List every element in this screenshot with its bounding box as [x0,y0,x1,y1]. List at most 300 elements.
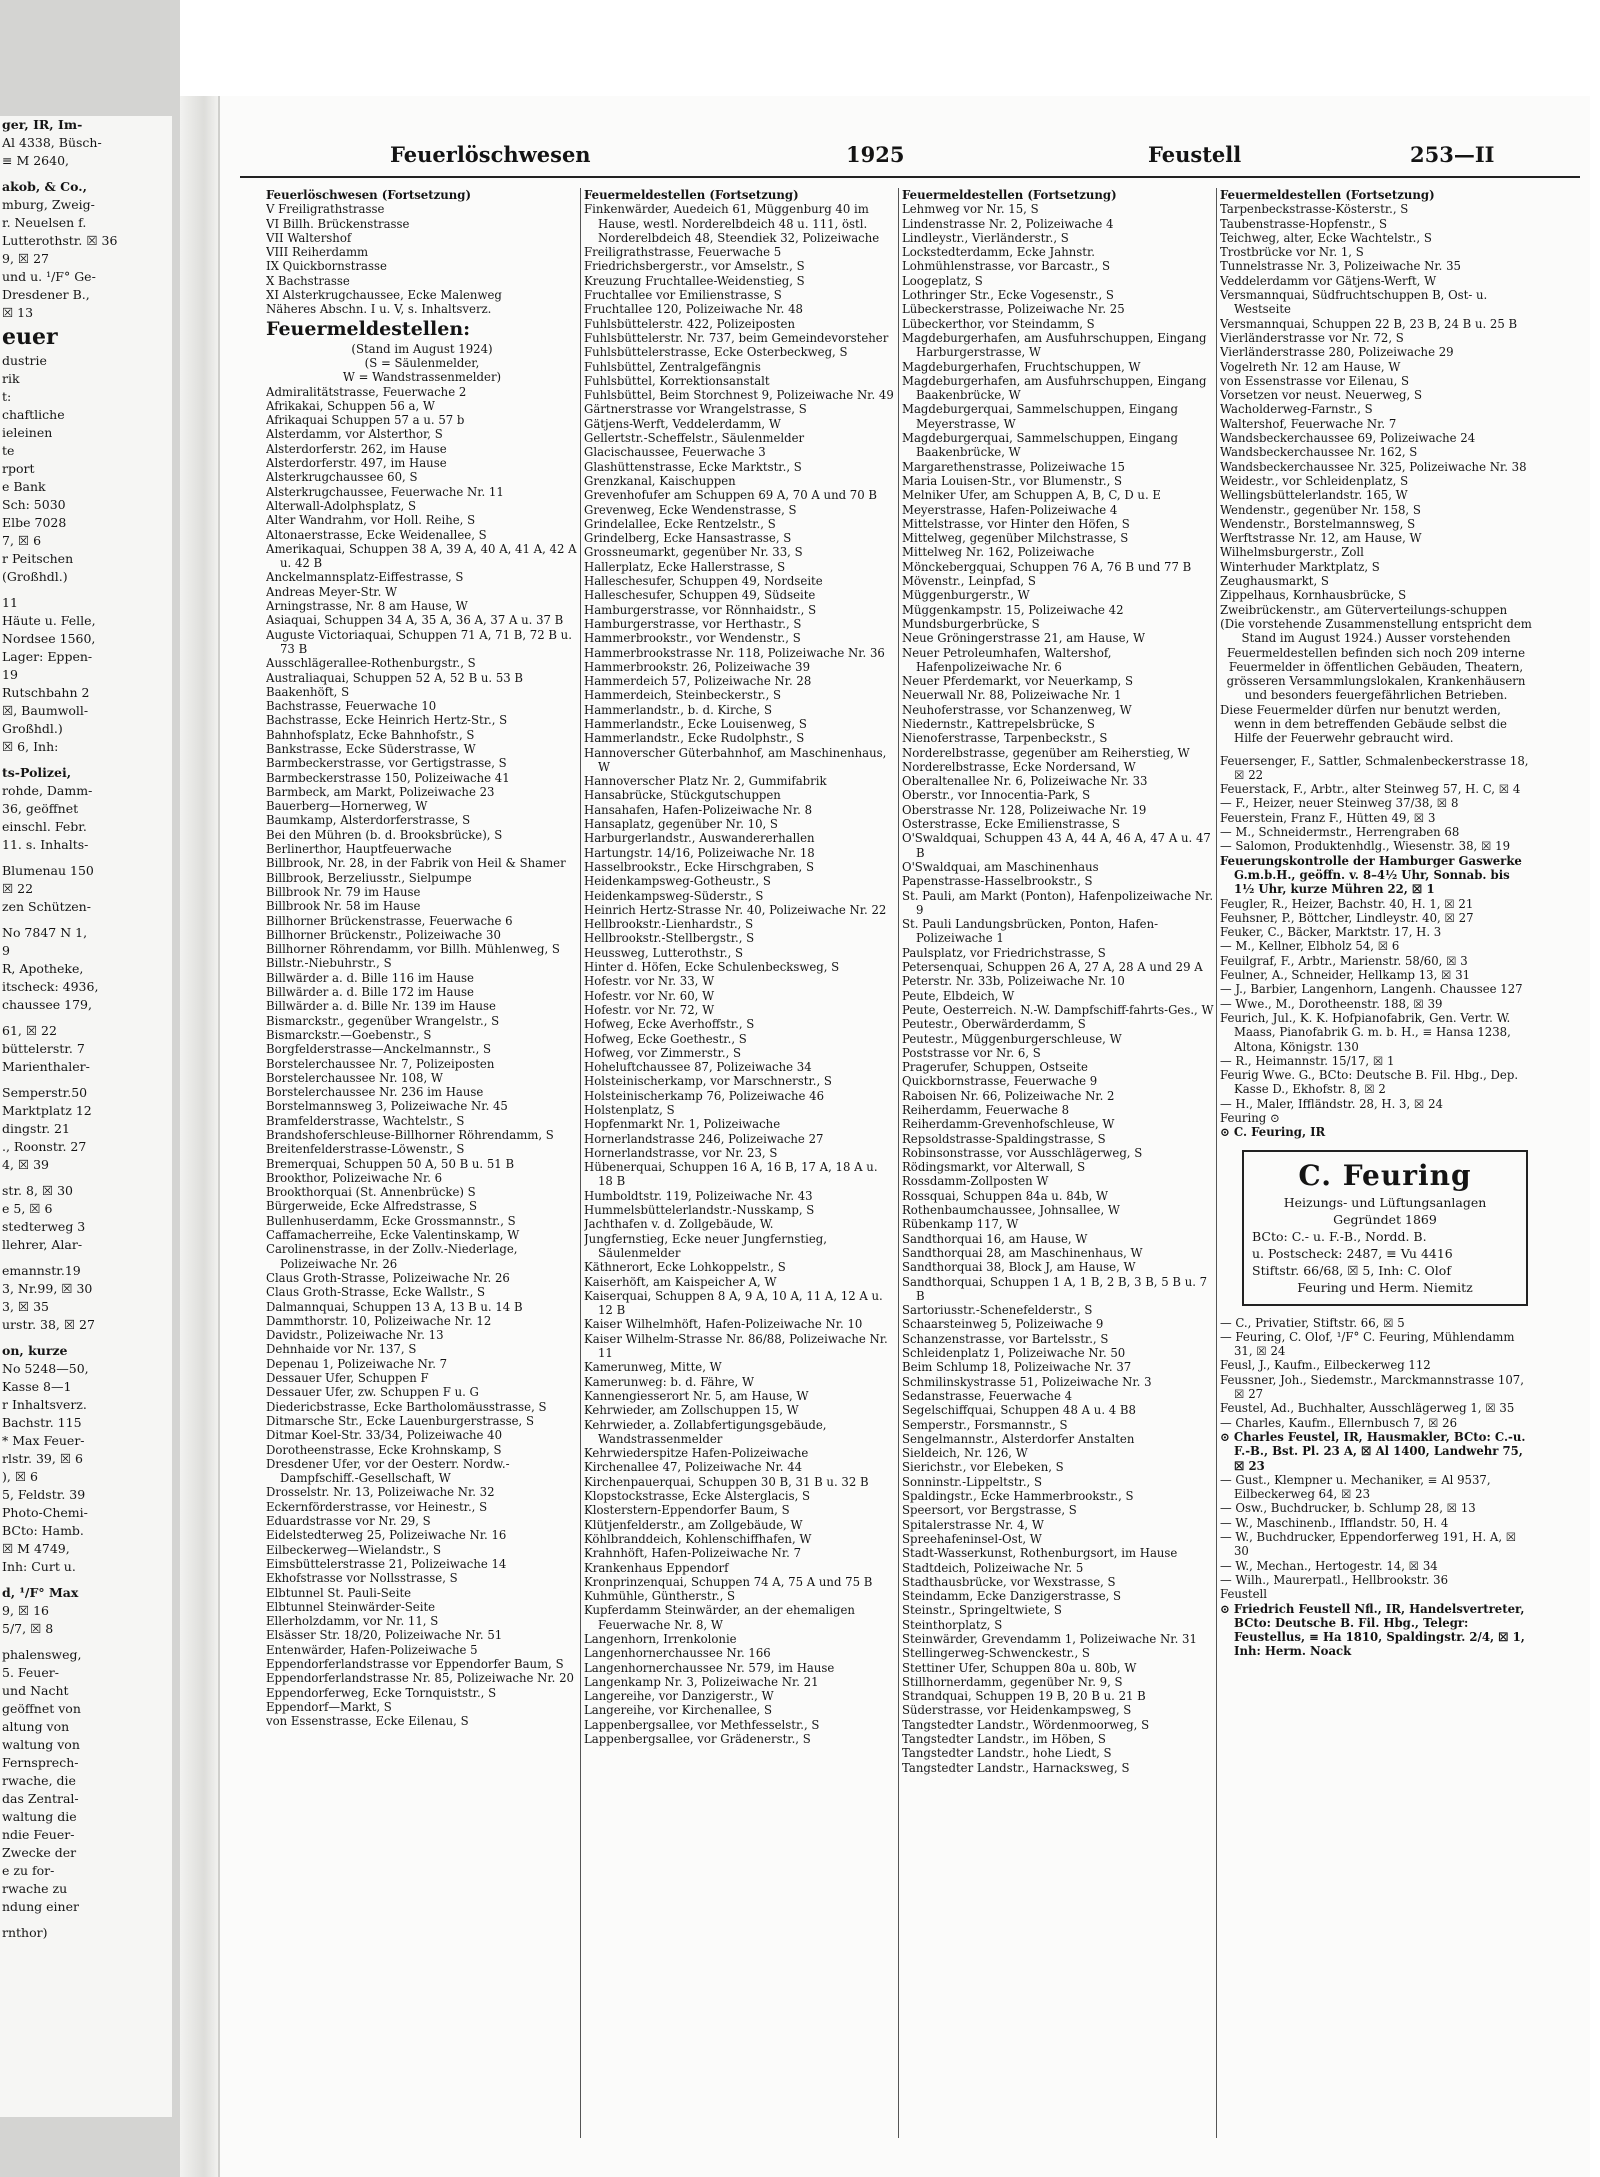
directory-entry: Eduardstrasse vor Nr. 29, S [266,1514,431,1529]
directory-entry: Borstelerchaussee Nr. 108, W [266,1070,443,1085]
directory-entry: — Gust., Klempner u. Mechaniker, ≡ Al 9537, Eilbeckerweg 64, ☒ 23 [1220,1472,1491,1502]
directory-entry: Amerikaquai, Schuppen 38 A, 39 A, 40 A, 41 A, 42 A u. 42 B [266,541,577,571]
directory-entry: — W., Mechan., Hertogestr. 14, ☒ 34 [1220,1558,1438,1573]
facing-page-line: Sch: 5030 [2,497,66,512]
directory-entry: Brookthorquai (St. Annenbrücke) S [266,1185,476,1200]
directory-entry: Grossneumarkt, gegenüber Nr. 33, S [584,545,803,560]
directory-entry: Bremerquai, Schuppen 50 A, 50 B u. 51 B [266,1156,515,1171]
directory-entry: Stettiner Ufer, Schuppen 80a u. 80b, W [902,1660,1137,1675]
directory-entry: Bauerberg—Hornerweg, W [266,799,428,814]
directory-entry: Sieldeich, Nr. 126, W [902,1446,1028,1461]
facing-page-line: Lutterothstr. ☒ 36 [2,233,118,248]
directory-entry: Eimsbüttelerstrasse 21, Polizeiwache 14 [266,1556,507,1571]
directory-entry: Hallerplatz, Ecke Hallerstrasse, S [584,559,786,574]
section-heading: Feuerlöschwesen (Fortsetzung) [266,188,471,202]
directory-entry: Langenhornerchaussee Nr. 166 [584,1646,771,1661]
facing-page-line: Marktplatz 12 [2,1103,92,1118]
directory-entry: Auguste Victoriaquai, Schuppen 71 A, 71 B, 72 B u. 73 B [266,627,572,656]
directory-entry: W = Wandstrassenmelder) [342,370,502,385]
directory-entry: Eppendorferlandstrasse Nr. 85, Polizeiwache Nr. 20 [266,1671,574,1686]
running-header [240,136,1580,178]
directory-entry: Alterwall-Adolphsplatz, S [266,498,416,513]
directory-entry: Wendenstr., Borstelmannsweg, S [1220,516,1416,531]
directory-entry: — H., Maler, Iffländstr. 28, H. 3, ☒ 24 [1220,1096,1443,1111]
facing-page-line: (Großhdl.) [2,569,68,584]
facing-page-fragment [0,116,172,2117]
directory-entry: Langenhornerchaussee Nr. 579, im Hause [584,1660,835,1675]
directory-entry: Weidestr., vor Schleidenplatz, S [1220,473,1409,488]
advertisement-line: Heizungs- und Lüftungsanlagen [1283,1194,1487,1210]
directory-entry: XI Alsterkrugchaussee, Ecke Malenweg [266,288,502,303]
facing-page-line: r. Neuelsen f. [2,215,87,230]
directory-entry: Feuring ⊙ [1220,1111,1280,1125]
directory-entry: Billwärder a. d. Bille Nr. 139 im Hause [266,999,496,1014]
directory-entry: — W., Buchdrucker, Eppendorferweg 191, H. A, ☒ 30 [1220,1530,1517,1559]
directory-entry: Kaiser Wilhelm-Strasse Nr. 86/88, Polizeiwache Nr. 11 [584,1331,888,1361]
directory-entry: Altonaerstrasse, Ecke Weidenallee, S [266,527,487,542]
header-year: 1925 [846,142,905,167]
column-rule [898,188,899,2138]
directory-entry: O'Swaldquai, am Maschinenhaus [902,859,1099,874]
directory-entry: Mittelweg, gegenüber Milchstrasse, S [902,531,1129,546]
directory-entry: Grenzkanal, Kaischuppen [584,473,736,488]
directory-entry: Magdeburgerquai, Sammelschuppen, Eingang Baakenbrücke, W [902,431,1179,460]
directory-entry: Alsterdorferstr. 497, im Hause [266,456,447,471]
directory-entry: Steinwärder, Grevendamm 1, Polizeiwache Nr. 31 [902,1631,1197,1646]
directory-entry: Zeughausmarkt, S [1220,574,1329,589]
directory-entry: Hofweg, Ecke Goethestr., S [584,1031,747,1046]
facing-page-line: No 5248—50, [2,1361,89,1376]
directory-entry: Dammthorstr. 10, Polizeiwache Nr. 12 [266,1313,492,1328]
facing-page-line: zen Schützen- [2,899,91,914]
facing-page-line: Rutschbahn 2 [2,685,90,700]
directory-entry: — R., Heimannstr. 15/17, ☒ 1 [1220,1053,1395,1068]
directory-entry: (Stand im August 1924) [351,341,493,356]
directory-entry: Sedanstrasse, Feuerwache 4 [902,1388,1073,1403]
directory-entry: Jachthafen v. d. Zollgebäude, W. [584,1217,774,1232]
facing-page-line: * Max Feuer- [2,1433,85,1448]
directory-entry: Hansahafen, Hafen-Polizeiwache Nr. 8 [584,802,813,817]
facing-page-line: Semperstr.50 [2,1085,88,1100]
text-column-4 [1220,188,1532,2148]
directory-entry: Dalmannquai, Schuppen 13 A, 13 B u. 14 B [266,1299,523,1314]
directory-entry: Andreas Meyer-Str. W [266,584,398,599]
facing-page-line: t: [2,389,12,404]
directory-entry: Näheres Abschn. I u. V, s. Inhaltsverz. [266,302,492,317]
directory-entry: Dorotheenstrasse, Ecke Krohnskamp, S [266,1442,502,1457]
directory-entry: Brandshoferschleuse-Billhorner Röhrendamm, S [266,1128,554,1142]
facing-page-line: 5. Feuer- [2,1665,59,1680]
directory-entry: Langenhorn, Irrenkolonie [584,1631,737,1646]
directory-entry: Repsoldstrasse-Spaldingstrasse, S [902,1131,1106,1146]
directory-entry: Borstelerchaussee Nr. 236 im Hause [266,1085,484,1100]
facing-page-line: einschl. Febr. [2,819,87,834]
directory-entry: Barmbeckerstrasse 150, Polizeiwache 41 [266,770,510,785]
directory-entry: Langereihe, vor Danzigerstr., W [584,1689,774,1704]
directory-entry: Spaldingstr., Ecke Hammerbrookstr., S [902,1489,1134,1504]
directory-entry: Maria Louisen-Str., vor Blumenstr., S [902,473,1123,488]
directory-entry: Kannengiesserort Nr. 5, am Hause, W [584,1388,809,1403]
directory-entry: Pragerufer, Schuppen, Ostseite [902,1060,1088,1075]
directory-entry: Ausschlägerallee-Rothenburgstr., S [266,656,476,671]
directory-entry: Peutestr., Oberwärderdamm, S [902,1017,1086,1032]
directory-entry: Schmilinskystrasse 51, Polizeiwache Nr. 3 [902,1374,1152,1389]
directory-entry: Wendenstr., gegenüber Nr. 158, S [1220,502,1421,517]
directory-entry: Hammerdeich, Steinbeckerstr., S [584,688,782,703]
column-4-entries-continued [1220,1316,1532,1659]
directory-entry: St. Pauli Landungsbrücken, Ponton, Hafen-Polizeiwache 1 [902,917,1159,946]
directory-entry: Vierländerstrasse 280, Polizeiwache 29 [1220,345,1454,360]
directory-entry: Süderstrasse, vor Heidenkampsweg, S [902,1703,1132,1718]
directory-entry: Fruchtallee 120, Polizeiwache Nr. 48 [584,302,803,317]
header-section-title: Feuerlöschwesen [390,142,591,167]
directory-entry: Borgfelderstrasse—Anckelmannstr., S [266,1042,492,1057]
directory-entry: Lothringer Str., Ecke Vogesenstr., S [902,288,1114,303]
directory-entry: VIII Reiherdamm [266,245,369,260]
directory-entry: Carolinenstrasse, in der Zollv.-Niederlage, Polizeiwache Nr. 26 [266,1242,518,1271]
directory-entry: Sengelmannstr., Alsterdorfer Anstalten [902,1431,1135,1446]
directory-entry: Drosselstr. Nr. 13, Polizeiwache Nr. 32 [266,1485,495,1500]
facing-page-line: str. 8, ☒ 30 [2,1183,73,1198]
directory-entry: Hofestr. vor Nr. 33, W [584,974,715,989]
directory-entry: Hellbrookstr.-Lienhardstr., S [584,917,754,932]
facing-page-line: rwache zu [2,1881,68,1896]
facing-page-line: 19 [2,667,18,682]
directory-entry: Melniker Ufer, am Schuppen A, B, C, D u. E [902,488,1161,503]
directory-entry: Hannoverscher Platz Nr. 2, Gummifabrik [584,774,827,789]
facing-page-line: rwache, die [2,1773,76,1788]
directory-entry: Freiligrathstrasse, Feuerwache 5 [584,245,782,260]
directory-entry: Harburgerlandstr., Auswandererhallen [584,831,815,846]
directory-entry: Peterstr. Nr. 33b, Polizeiwache Nr. 10 [902,974,1125,989]
directory-entry: Barmbeckerstrasse, vor Gertigstrasse, S [266,756,507,771]
facing-page-line: r Inhaltsverz. [2,1397,87,1412]
directory-entry: Lockstedterdamm, Ecke Jahnstr. [902,245,1095,260]
directory-entry: Kronprinzenquai, Schuppen 74 A, 75 A und 75 B [584,1574,873,1589]
directory-entry: Jungfernstieg, Ecke neuer Jungfernstieg, Säulenmelder [584,1231,827,1260]
facing-page-line: waltung von [2,1737,80,1752]
directory-entry: Wellingsbüttelerlandstr. 165, W [1220,488,1408,503]
directory-entry: Spitalerstrasse Nr. 4, W [902,1517,1044,1532]
directory-entry: Borstelerchaussee Nr. 7, Polizeiposten [266,1056,495,1071]
directory-entry: Fuhlsbüttelerstrasse, Ecke Osterbeckweg, S [584,345,848,360]
directory-entry: Halleschesufer, Schuppen 49, Südseite [584,588,816,603]
directory-entry: Tarpenbeckstrasse-Kösterstr., S [1220,202,1409,217]
directory-entry: Steinthorplatz, S [902,1617,1003,1632]
facing-page-line: Bachstr. 115 [2,1415,82,1430]
directory-entry: Eppendorferweg, Ecke Tornquiststr., S [266,1685,497,1700]
directory-entry: Bismarckstr., gegenüber Wrangelstr., S [266,1013,500,1028]
facing-page-line: ndie Feuer- [2,1827,75,1842]
column-4-entries [1220,188,1532,1140]
facing-page-line: chaftliche [2,407,65,422]
directory-entry: Elsässer Str. 18/20, Polizeiwache Nr. 51 [266,1628,503,1643]
facing-page-line: Häute u. Felle, [2,613,96,628]
directory-entry: Kamerunweg, Mitte, W [584,1360,722,1375]
directory-entry: Wandsbeckerchaussee Nr. 325, Polizeiwache Nr. 38 [1220,459,1527,474]
facing-page-line: Kasse 8—1 [2,1379,72,1394]
facing-page-line: Fernsprech- [2,1755,79,1770]
directory-entry: Asiaquai, Schuppen 34 A, 35 A, 36 A, 37 A u. 37 B [266,613,564,628]
directory-entry: Arningstrasse, Nr. 8 am Hause, W [266,599,468,614]
facing-page-line: geöffnet von [2,1701,81,1716]
directory-entry: — Charles, Kaufm., Ellernbusch 7, ☒ 26 [1220,1415,1458,1430]
directory-entry: Kehrwieder, am Zollschuppen 15, W [584,1403,799,1418]
facing-page-line: euer [2,324,58,350]
facing-page-line: ☒ 22 [2,881,34,896]
facing-page-line: e Bank [2,479,46,494]
directory-entry: Billhorner Röhrendamm, vor Billh. Mühlenweg, S [266,942,560,957]
column-rule [1216,188,1217,2138]
directory-entry: Vierländerstrasse vor Nr. 72, S [1220,330,1404,345]
directory-entry: Feurig Wwe. G., BCto: Deutsche B. Fil. Hbg., Dep. Kasse D., Ekhofstr. 8, ☒ 2 [1220,1068,1519,1097]
directory-entry: Bachstrasse, Ecke Heinrich Hertz-Str., S [266,713,508,728]
facing-page-line: phalensweg, [2,1647,82,1662]
directory-entry: Kaiserquai, Schuppen 8 A, 9 A, 10 A, 11 A, 12 A u. 12 B [584,1288,883,1318]
directory-entry: Quickbornstrasse, Feuerwache 9 [902,1074,1098,1089]
directory-entry: Beim Schlump 18, Polizeiwache Nr. 37 [902,1360,1132,1375]
facing-page-line: dustrie [2,353,47,368]
directory-entry: — M., Kellner, Elbholz 54, ☒ 6 [1220,939,1400,954]
directory-entry: Hammerlandstr., b. d. Kirche, S [584,702,772,717]
directory-entry: Billbrook, Berzeliusstr., Sielpumpe [266,870,472,885]
facing-page-line: büttelerstr. 7 [2,1041,85,1056]
directory-entry: Claus Groth-Strasse, Ecke Wallstr., S [266,1285,486,1300]
facing-page-line: das Zentral- [2,1791,79,1806]
directory-entry: Gärtnerstrasse vor Wrangelstrasse, S [584,402,807,417]
directory-entry: Trostbrücke vor Nr. 1, S [1220,245,1364,260]
facing-page-line: d, ¹/F° Max [2,1585,79,1600]
directory-entry: Dessauer Ufer, Schuppen F [266,1371,429,1386]
directory-entry: Veddelerdamm vor Gätjens-Werft, W [1220,273,1437,288]
directory-entry: Fuhlsbüttel, Beim Storchnest 9, Polizeiwache Nr. 49 [584,388,894,403]
directory-entry: Petersenquai, Schuppen 26 A, 27 A, 28 A und 29 A [902,960,1203,975]
directory-entry: Billbrook, Nr. 28, in der Fabrik von Heil & Shamer [266,856,566,871]
directory-entry: Käthnerort, Ecke Lohkoppelstr., S [584,1260,786,1275]
directory-entry: Rübenkamp 117, W [902,1217,1019,1232]
facing-page-line: e zu for- [2,1863,55,1878]
directory-entry: Tangstedter Landstr., Wördenmoorweg, S [902,1717,1150,1732]
directory-entry: Meyerstrasse, Hafen-Polizeiwache 4 [902,502,1118,517]
directory-entry: Holsteinischerkamp, vor Marschnerstr., S [584,1074,832,1089]
directory-entry: Hopfenmarkt Nr. 1, Polizeiwache [584,1117,781,1132]
directory-entry: Hammerbrookstr., vor Wendenstr., S [584,631,801,646]
directory-entry: Kaiserhöft, am Kaispeicher A, W [584,1274,777,1289]
directory-entry: Borstelmannsweg 3, Polizeiwache Nr. 45 [266,1099,508,1114]
directory-entry: Holstenplatz, S [584,1103,675,1117]
directory-entry: Fuhlsbüttel, Korrektionsanstalt [584,373,770,388]
advertisement-line: Gegründet 1869 [1333,1211,1437,1227]
directory-entry: Friedrichsbergerstr., vor Amselstr., S [584,259,805,274]
directory-entry: Norderelbstrasse, Ecke Nordersand, W [902,759,1136,774]
directory-entry: Mittelstrasse, vor Hinter den Höfen, S [902,516,1130,531]
facing-page-line: e 5, ☒ 6 [2,1201,53,1216]
facing-page-line: rnthor) [2,1925,48,1940]
directory-entry: Hummelsbüttelerlandstr.-Nusskamp, S [584,1203,815,1218]
directory-entry: Osterstrasse, Ecke Emilienstrasse, S [902,817,1121,832]
directory-entry: Kuhmühle, Güntherstr., S [584,1589,736,1604]
book-gutter [180,96,220,2177]
section-heading: Feuermeldestellen (Fortsetzung) [1220,188,1435,202]
directory-entry: Lappenbergsallee, vor Grädenerstr., S [584,1732,811,1747]
directory-entry: Heidenkampsweg-Süderstr., S [584,888,764,903]
facing-page-line: 61, ☒ 22 [2,1023,57,1038]
directory-entry: Depenau 1, Polizeiwache Nr. 7 [266,1356,448,1371]
directory-entry: Eilbeckerweg—Wielandstr., S [266,1542,441,1557]
directory-entry: Kamerunweg: b. d. Fähre, W [584,1374,754,1389]
directory-entry: — C., Privatier, Stiftstr. 66, ☒ 5 [1220,1315,1405,1330]
section-heading: Feuermeldestellen (Fortsetzung) [902,188,1117,202]
directory-entry: Hoheluftchaussee 87, Polizeiwache 34 [584,1060,812,1075]
directory-entry: — J., Barbier, Langenhorn, Langenh. Chaussee 127 [1220,982,1523,997]
directory-entry: Magdeburgerhafen, am Ausfuhrschuppen, Eingang Baakenbrücke, W [902,373,1207,403]
directory-entry: Alsterkrugchaussee, Feuerwache Nr. 11 [266,484,504,499]
directory-entry: Bullenhuserdamm, Ecke Grossmannstr., S [266,1213,516,1228]
directory-entry: — Wwe., M., Dorotheenstr. 188, ☒ 39 [1220,996,1443,1011]
directory-entry: Ellerholzdamm, vor Nr. 11, S [266,1614,439,1629]
directory-entry: Alsterdamm, vor Alsterthor, S [266,427,443,442]
directory-entry: Fruchtallee vor Emilienstrasse, S [584,288,782,303]
directory-entry: Feuersenger, F., Sattler, Schmalenbeckerstrasse 18, ☒ 22 [1220,753,1529,782]
facing-page-line: und Nacht [2,1683,69,1698]
directory-entry: Magdeburgerquai, Sammelschuppen, Eingang Meyerstrasse, W [902,402,1179,431]
directory-entry: Waltershof, Feuerwache Nr. 7 [1220,416,1397,431]
directory-entry: Hammerbrookstrasse Nr. 118, Polizeiwache Nr. 36 [584,645,885,660]
directory-entry: Schaarsteinweg 5, Polizeiwache 9 [902,1317,1104,1332]
directory-entry: (S = Säulenmelder, [364,355,480,370]
directory-entry: Grevenhofufer am Schuppen 69 A, 70 A und 70 B [584,488,877,503]
facing-page-line: R, Apotheke, [2,961,84,976]
facing-page-line: 3, Nr.99, ☒ 30 [2,1281,93,1296]
directory-entry: Barmbeck, am Markt, Polizeiwache 23 [266,784,495,799]
directory-entry: Versmannquai, Südfruchtschuppen B, Ost- u. Westseite [1220,288,1488,317]
directory-entry: Eppendorferlandstrasse vor Eppendorfer Baum, S [266,1656,564,1671]
directory-entry: Kirchenallee 47, Polizeiwache Nr. 44 [584,1460,803,1475]
directory-entry: Bahnhofsplatz, Ecke Bahnhofstr., S [266,727,475,742]
directory-entry: Lindleystr., Vierländerstr., S [902,230,1069,245]
directory-entry: Segelschiffquai, Schuppen 48 A u. 4 B8 [902,1403,1136,1418]
facing-page-line: ), ☒ 6 [2,1469,38,1484]
directory-entry: Rossdamm-Zollposten W [902,1174,1049,1189]
directory-entry: Vorsetzen vor neust. Neuerweg, S [1220,388,1422,403]
directory-entry: Diese Feuermelder dürfen nur benutzt werden, wenn in dem betreffenden Gebäude selbst die Hilfe der Feuerwehr gebraucht wird. [1220,702,1507,746]
directory-entry: Bankstrasse, Ecke Süderstrasse, W [266,741,476,756]
directory-entry: Oberaltenallee Nr. 6, Polizeiwache Nr. 33 [902,774,1148,789]
section-heading: ⊙ C. Feuring, IR [1220,1125,1326,1140]
directory-entry: Neuer Petroleumhafen, Waltershof, Hafenpolizeiwache Nr. 6 [902,645,1112,674]
facing-page-line: stedterweg 3 [2,1219,86,1234]
directory-entry: von Essenstrasse, Ecke Eilenau, S [266,1714,469,1729]
directory-entry: Hammerlandstr., Ecke Rudolphstr., S [584,731,805,746]
directory-entry: Hansaplatz, gegenüber Nr. 10, S [584,817,778,832]
facing-page-line: rlstr. 39, ☒ 6 [2,1451,83,1466]
directory-entry: Klopstockstrasse, Ecke Alsterglacis, S [584,1489,811,1504]
directory-entry: Elbtunnel St. Pauli-Seite [266,1585,412,1600]
section-heading: Feuermeldestellen: [266,317,471,340]
directory-entry: Kreuzung Fruchtallee-Weidenstieg, S [584,273,805,288]
directory-entry: Feuker, C., Bäcker, Marktstr. 17, H. 3 [1220,925,1442,940]
directory-entry: Schleidenplatz 1, Polizeiwache Nr. 50 [902,1346,1126,1361]
directory-entry: Tangstedter Landstr., im Höben, S [902,1732,1106,1747]
directory-entry: Kehrwieder, a. Zollabfertigungsgebäude, Wandstrassenmelder [584,1417,827,1446]
directory-entry: Bei den Mühren (b. d. Brooksbrücke), S [266,827,503,842]
directory-entry: Holsteinischerkamp 76, Polizeiwache 46 [584,1088,825,1103]
directory-entry: Heinrich Hertz-Strasse Nr. 40, Polizeiwache Nr. 22 [584,902,887,917]
directory-entry: Feurich, Jul., K. K. Hofpianofabrik, Gen. Vertr. W. Maass, Pianofabrik G. m. b. H., ≡ Hansa 1238, Altona, Königstr. 130 [1220,1010,1511,1054]
advertisement-name: C. Feuring [1298,1158,1472,1192]
directory-entry: Hofestr. vor Nr. 60, W [584,988,715,1003]
directory-entry: Mittelweg Nr. 162, Polizeiwache [902,545,1095,560]
directory-entry: Heussweg, Lutterothstr., S [584,945,744,960]
facing-page-line: Elbe 7028 [2,515,67,530]
facing-page-line: 9, ☒ 16 [2,1603,49,1618]
facing-page-line: Al 4338, Büsch- [2,135,102,150]
directory-entry: Afrikaquai Schuppen 57 a u. 57 b [266,413,465,428]
directory-entry: Kirchenpauerquai, Schuppen 30 B, 31 B u. 32 B [584,1474,869,1489]
directory-entry: Glacischaussee, Feuerwache 3 [584,445,766,460]
directory-entry: Werftstrasse Nr. 12, am Hause, W [1220,531,1422,546]
facing-page-line: Nordsee 1560, [2,631,96,646]
directory-entry: Kupferdamm Steinwärder, an der ehemaligen Feuerwache Nr. 8, W [584,1603,855,1632]
directory-entry: Steinstr., Springeltwiete, S [902,1603,1062,1618]
facing-page-line: altung von [2,1719,70,1734]
facing-page-line: No 7847 N 1, [2,925,88,940]
directory-entry: Billwärder a. d. Bille 172 im Hause [266,985,474,1000]
facing-page-line: urstr. 38, ☒ 27 [2,1317,95,1332]
directory-entry: Alsterdorferstr. 262, im Hause [266,441,447,456]
directory-entry: — M., Schneidermstr., Herrengraben 68 [1220,825,1460,840]
facing-page-line: Blumenau 150 [2,863,94,878]
facing-page-line: rport [2,461,35,476]
directory-entry: Spreehafeninsel-Ost, W [902,1531,1042,1546]
text-column-3 [902,188,1214,2148]
facing-page-line: rohde, Damm- [2,783,93,798]
directory-entry: Fuhlsbüttel, Zentralgefängnis [584,359,761,374]
directory-entry: Stadthausbrücke, vor Wexstrasse, S [902,1574,1116,1589]
directory-entry: Bürgerweide, Ecke Alfredstrasse, S [266,1199,478,1214]
facing-page-line: 36, geöffnet [2,801,79,816]
directory-entry: Wacholderweg-Farnstr., S [1220,402,1373,417]
directory-entry: VII Waltershof [266,230,352,245]
directory-entry: Oberstr., vor Innocentia-Park, S [902,788,1091,803]
directory-entry: Strandquai, Schuppen 19 B, 20 B u. 21 B [902,1689,1146,1704]
directory-entry: Breitenfelderstrasse-Löwenstr., S [266,1142,465,1157]
facing-page-line: te [2,443,15,458]
directory-entry: Peute, Oesterreich. N.-W. Dampfschiff-fahrts-Ges., W [902,1002,1214,1017]
facing-page-line: Inh: Curt u. [2,1559,76,1574]
section-heading: ⊙ Charles Feustel, IR, Hausmakler, BCto: C.-u. F.-B., Bst. Pl. 23 A, ☒ Al 1400, Landwehr 75, ☒ 23 [1220,1429,1526,1473]
facing-page-line: ☒, Baumwoll- [2,703,89,718]
directory-entry: Glashüttenstrasse, Ecke Marktstr., S [584,459,802,474]
directory-entry: Humboldtstr. 119, Polizeiwache Nr. 43 [584,1188,813,1203]
directory-entry: Neuerwall Nr. 88, Polizeiwache Nr. 1 [902,688,1122,703]
directory-entry: Hofestr. vor Nr. 72, W [584,1002,715,1017]
directory-entry: Brookthor, Polizeiwache Nr. 6 [266,1170,443,1185]
directory-entry: Lehmweg vor Nr. 15, S [902,202,1039,217]
directory-entry: Anckelmannsplatz-Eiffestrasse, S [266,570,464,585]
facing-page-line: itscheck: 4936, [2,979,99,994]
directory-entry: Stellingerweg-Schwenckestr., S [902,1646,1090,1661]
feuring-advertisement [1242,1150,1528,1306]
directory-entry: V Freiligrathstrasse [266,202,385,217]
directory-entry: Sandthorquai, Schuppen 1 A, 1 B, 2 B, 3 B, 5 B u. 7 B [902,1274,1208,1303]
facing-page-line: mburg, Zweig- [2,197,95,212]
directory-entry: Lübeckerstrasse, Polizeiwache Nr. 25 [902,302,1125,317]
advertisement-line: BCto: C.- u. F.-B., Nordd. B. [1252,1228,1427,1244]
section-heading: Feuermeldestellen (Fortsetzung) [584,188,799,202]
facing-page-line: waltung die [2,1809,77,1824]
directory-entry: Feulner, A., Schneider, Hellkamp 13, ☒ 31 [1220,968,1471,983]
